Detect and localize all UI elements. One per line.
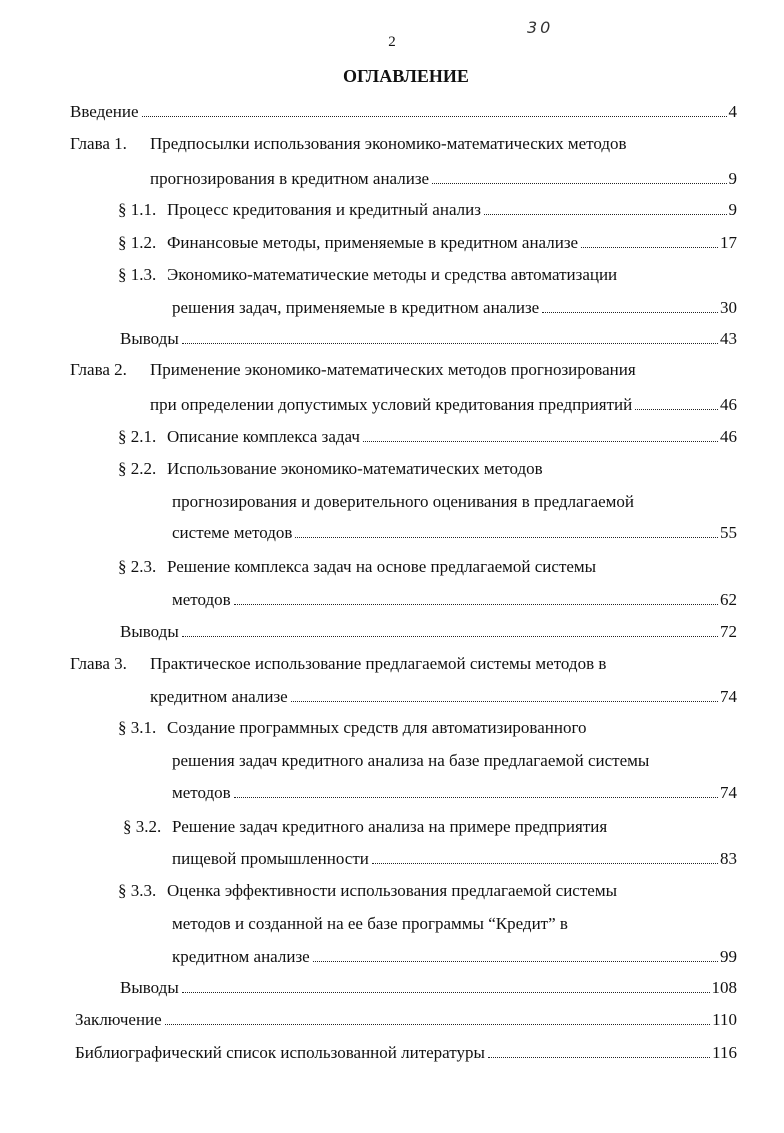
toc-entry-page-number: 55 [720, 523, 737, 542]
toc-entry-number: § 1.2. [118, 233, 157, 252]
dot-leader [542, 312, 718, 313]
dot-leader [182, 343, 718, 344]
dot-leader [372, 863, 718, 864]
toc-line [118, 458, 543, 480]
dot-leader [363, 441, 718, 442]
toc-line [120, 328, 737, 350]
toc-entry-page-number: 74 [720, 687, 737, 706]
toc-entry-number: § 1.3. [118, 265, 157, 284]
toc-line [70, 101, 737, 123]
dot-leader [581, 247, 718, 248]
toc-line [75, 1042, 737, 1064]
toc-entry-number: § 3.2. [123, 817, 162, 836]
toc-entry-page-number: 17 [720, 233, 737, 252]
toc-line [150, 394, 737, 416]
toc-line [172, 782, 737, 804]
toc-entry-title: Процесс кредитования и кредитный анализ [167, 200, 481, 219]
dot-leader [295, 537, 718, 538]
dot-leader [142, 116, 727, 117]
toc-entry-title: прогнозирования в кредитном анализе [150, 169, 430, 188]
toc-entry-title: Создание программных средств для автоматизированного [167, 718, 587, 737]
toc-entry-number: § 2.1. [118, 427, 157, 446]
toc-entry-title: Решение задач кредитного анализа на примере предприятия [172, 817, 608, 836]
toc-entry-title: решения задач, применяемые в кредитном анализе [172, 298, 540, 317]
toc-line [172, 491, 634, 513]
toc-entry-page-number: 46 [720, 395, 737, 414]
toc-entry-title: решения задач кредитного анализа на базе предлагаемой системы [172, 751, 650, 770]
toc-entry-title: кредитном анализе [172, 947, 310, 966]
toc-line [120, 977, 737, 999]
dot-leader [182, 992, 710, 993]
toc-line [118, 880, 617, 902]
toc-entry-title: Финансовые методы, применяемые в кредитном анализе [167, 233, 579, 252]
toc-line [118, 199, 737, 221]
page-number: 2 [388, 34, 396, 50]
toc-line [123, 816, 607, 838]
dot-leader [165, 1024, 710, 1025]
toc-line [70, 653, 606, 675]
toc-line [172, 946, 737, 968]
dot-leader [182, 636, 718, 637]
toc-entry-number: § 2.3. [118, 557, 157, 576]
page-title: ОГЛАВЛЕНИЕ [343, 66, 469, 86]
toc-entry-page-number: 43 [720, 329, 737, 348]
toc-entry-page-number: 9 [728, 169, 737, 188]
toc-entry-page-number: 46 [720, 427, 737, 446]
toc-line [118, 232, 737, 254]
toc-entry-title: Практическое использование предлагаемой системы методов в [150, 654, 607, 673]
toc-entry-title: Оценка эффективности использования предлагаемой системы [167, 881, 618, 900]
toc-entry-title: Описание комплекса задач [167, 427, 360, 446]
toc-entry-title: Выводы [120, 978, 179, 997]
toc-line [120, 621, 737, 643]
toc-entry-page-number: 72 [720, 622, 737, 641]
toc-entry-page-number: 30 [720, 298, 737, 317]
toc-entry-page-number: 74 [720, 783, 737, 802]
toc-entry-title: прогнозирования и доверительного оценивания в предлагаемой [172, 492, 635, 511]
toc-line [118, 264, 617, 286]
toc-entry-page-number: 9 [728, 200, 737, 219]
dot-leader [234, 797, 718, 798]
toc-line [172, 913, 568, 935]
toc-entry-number: Глава 1. [70, 134, 127, 153]
toc-entry-title: Библиографический список использованной литературы [75, 1043, 485, 1062]
toc-entry-page-number: 4 [728, 102, 737, 121]
toc-entry-page-number: 62 [720, 590, 737, 609]
toc-line [172, 750, 649, 772]
toc-entry-title: методов [172, 590, 231, 609]
toc-entry-title: Экономико-математические методы и средства автоматизации [167, 265, 618, 284]
dot-leader [234, 604, 718, 605]
toc-entry-title: Предпосылки использования экономико-математических методов [150, 134, 627, 153]
toc-entry-title: при определении допустимых условий кредитования предприятий [150, 395, 633, 414]
toc-entry-page-number: 116 [712, 1043, 737, 1062]
toc-entry-number: § 2.2. [118, 459, 157, 478]
toc-line [172, 297, 737, 319]
toc-line [172, 522, 737, 544]
toc-line [118, 556, 596, 578]
toc-entry-number: § 3.1. [118, 718, 157, 737]
toc-entry-title: Использование экономико-математических методов [167, 459, 543, 478]
toc-entry-page-number: 83 [720, 849, 737, 868]
toc-entry-number: § 1.1. [118, 200, 157, 219]
toc-line [150, 168, 737, 190]
toc-entry-number: Глава 2. [70, 360, 127, 379]
toc-line [172, 589, 737, 611]
handwritten-annotation: 30 [527, 18, 554, 37]
toc-entry-title: методов и созданной на ее базе программы “Кредит” в [172, 914, 568, 933]
toc-entry-title: Решение комплекса задач на основе предлагаемой системы [167, 557, 597, 576]
dot-leader [488, 1057, 710, 1058]
toc-entry-title: Заключение [75, 1010, 162, 1029]
toc-entry-title: Выводы [120, 622, 179, 641]
toc-entry-title: пищевой промышленности [172, 849, 369, 868]
dot-leader [291, 701, 718, 702]
toc-line [70, 133, 627, 155]
toc-entry-title: Применение экономико-математических методов прогнозирования [150, 360, 636, 379]
toc-entry-title: Выводы [120, 329, 179, 348]
toc-line [150, 686, 737, 708]
toc-line [172, 848, 737, 870]
toc-line [118, 717, 587, 739]
toc-entry-number: Глава 3. [70, 654, 127, 673]
toc-entry-page-number: 108 [711, 978, 737, 997]
toc-entry-title: системе методов [172, 523, 293, 542]
dot-leader [635, 409, 718, 410]
toc-entry-page-number: 99 [720, 947, 737, 966]
toc-line [70, 359, 636, 381]
toc-entry-title: методов [172, 783, 231, 802]
toc-entry-page-number: 110 [712, 1010, 737, 1029]
toc-entry-number: § 3.3. [118, 881, 157, 900]
toc-line [118, 426, 737, 448]
toc-entry-title: Введение [70, 102, 139, 121]
dot-leader [432, 183, 726, 184]
dot-leader [484, 214, 727, 215]
dot-leader [313, 961, 718, 962]
toc-line [75, 1009, 737, 1031]
toc-entry-title: кредитном анализе [150, 687, 288, 706]
